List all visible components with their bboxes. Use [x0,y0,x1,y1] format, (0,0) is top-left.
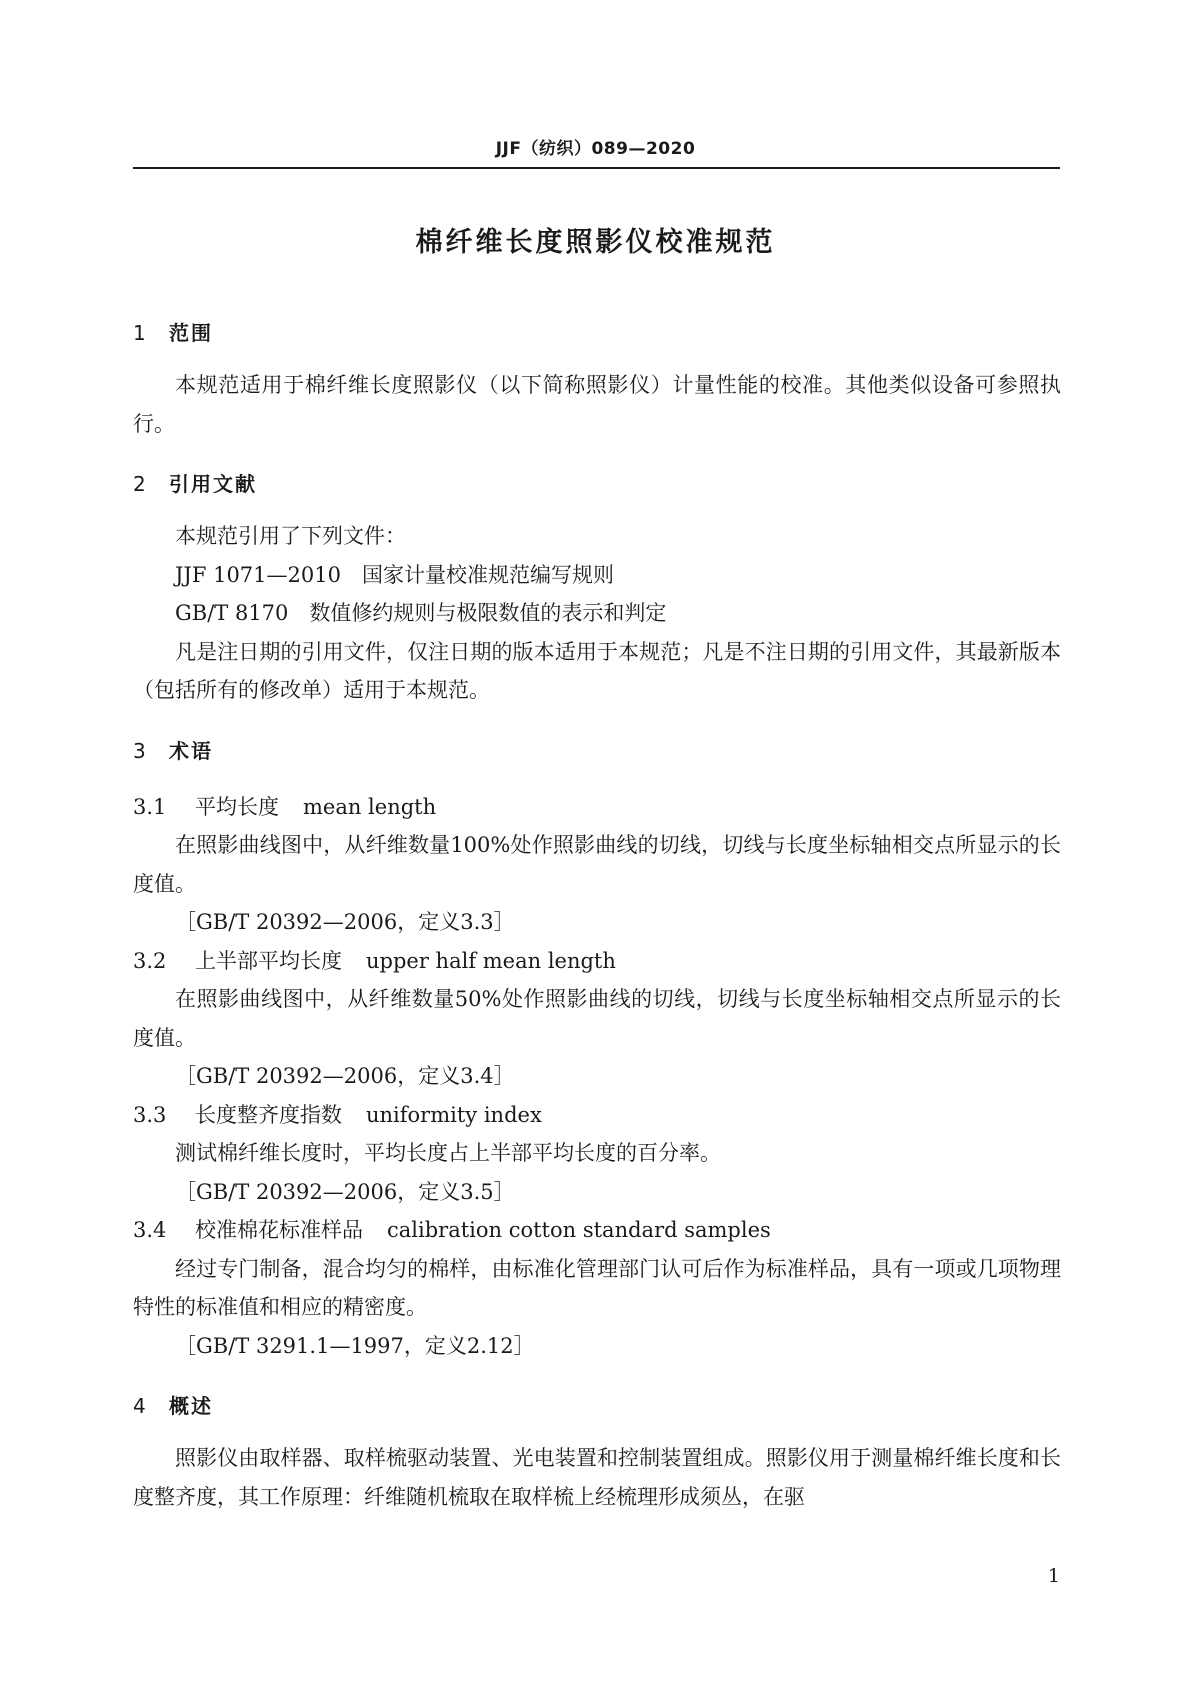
term-3-4-source: ［GB/T 3291.1—1997，定义2.12］ [175,1333,535,1358]
section-2-intro: 本规范引用了下列文件： [175,524,406,548]
term-3-1-definition: 在照影曲线图中，从纤维数量100%处作照影曲线的切线，切线与长度坐标轴相交点所显示的长度值。 [133,833,1061,896]
reference-jjf1071: JJF 1071—2010 国家计量校准规范编写规则 [175,562,614,587]
section-4-heading: 4 概述 [133,1394,213,1418]
term-3-4-definition: 经过专门制备，混合均匀的棉样，由标准化管理部门认可后作为标准样品，具有一项或几项物理特性的标准值和相应的精密度。 [133,1256,1061,1319]
document-body [133,318,1061,1516]
term-3-2-title: 3.2 上半部平均长度 upper half mean length [133,948,616,973]
document-title: 棉纤维长度照影仪校准规范 [415,227,776,258]
term-3-3-source: ［GB/T 20392—2006，定义3.5］ [175,1179,515,1204]
document-code-header: JJF（纺织）089—2020 [495,139,696,159]
section-4-paragraph: 照影仪由取样器、取样梳驱动装置、光电装置和控制装置组成。照影仪用于测量棉纤维长度和长度整齐度，其工作原理：纤维随机梳取在取样梳上经梳理形成须丛，在驱 [133,1446,1061,1509]
header-rule [133,167,1060,169]
term-3-3-title: 3.3 长度整齐度指数 uniformity index [133,1102,542,1127]
page-number: 1 [1047,1565,1060,1587]
term-3-1-title: 3.1 平均长度 mean length [133,794,437,819]
term-3-2-definition: 在照影曲线图中，从纤维数量50%处作照影曲线的切线，切线与长度坐标轴相交点所显示的长度值。 [133,987,1061,1050]
term-3-2-source: ［GB/T 20392—2006，定义3.4］ [175,1064,515,1088]
term-3-3-definition: 测试棉纤维长度时，平均长度占上半部平均长度的百分率。 [175,1141,721,1165]
section-2-heading: 2 引用文献 [133,472,257,496]
section-2-note: 凡是注日期的引用文件，仅注日期的版本适用于本规范；凡是不注日期的引用文件，其最新版本（包括所有的修改单）适用于本规范。 [133,639,1061,702]
section-1-paragraph: 本规范适用于棉纤维长度照影仪（以下简称照影仪）计量性能的校准。其他类似设备可参照执行。 [133,373,1061,436]
section-3-heading: 3 术语 [133,738,213,763]
term-3-4-title: 3.4 校准棉花标准样品 calibration cotton standard samples [133,1218,771,1242]
section-1-heading: 1 范围 [133,321,213,345]
term-3-1-source: ［GB/T 20392—2006，定义3.3］ [175,910,515,934]
reference-gbt8170: GB/T 8170 数值修约规则与极限数值的表示和判定 [175,601,667,625]
